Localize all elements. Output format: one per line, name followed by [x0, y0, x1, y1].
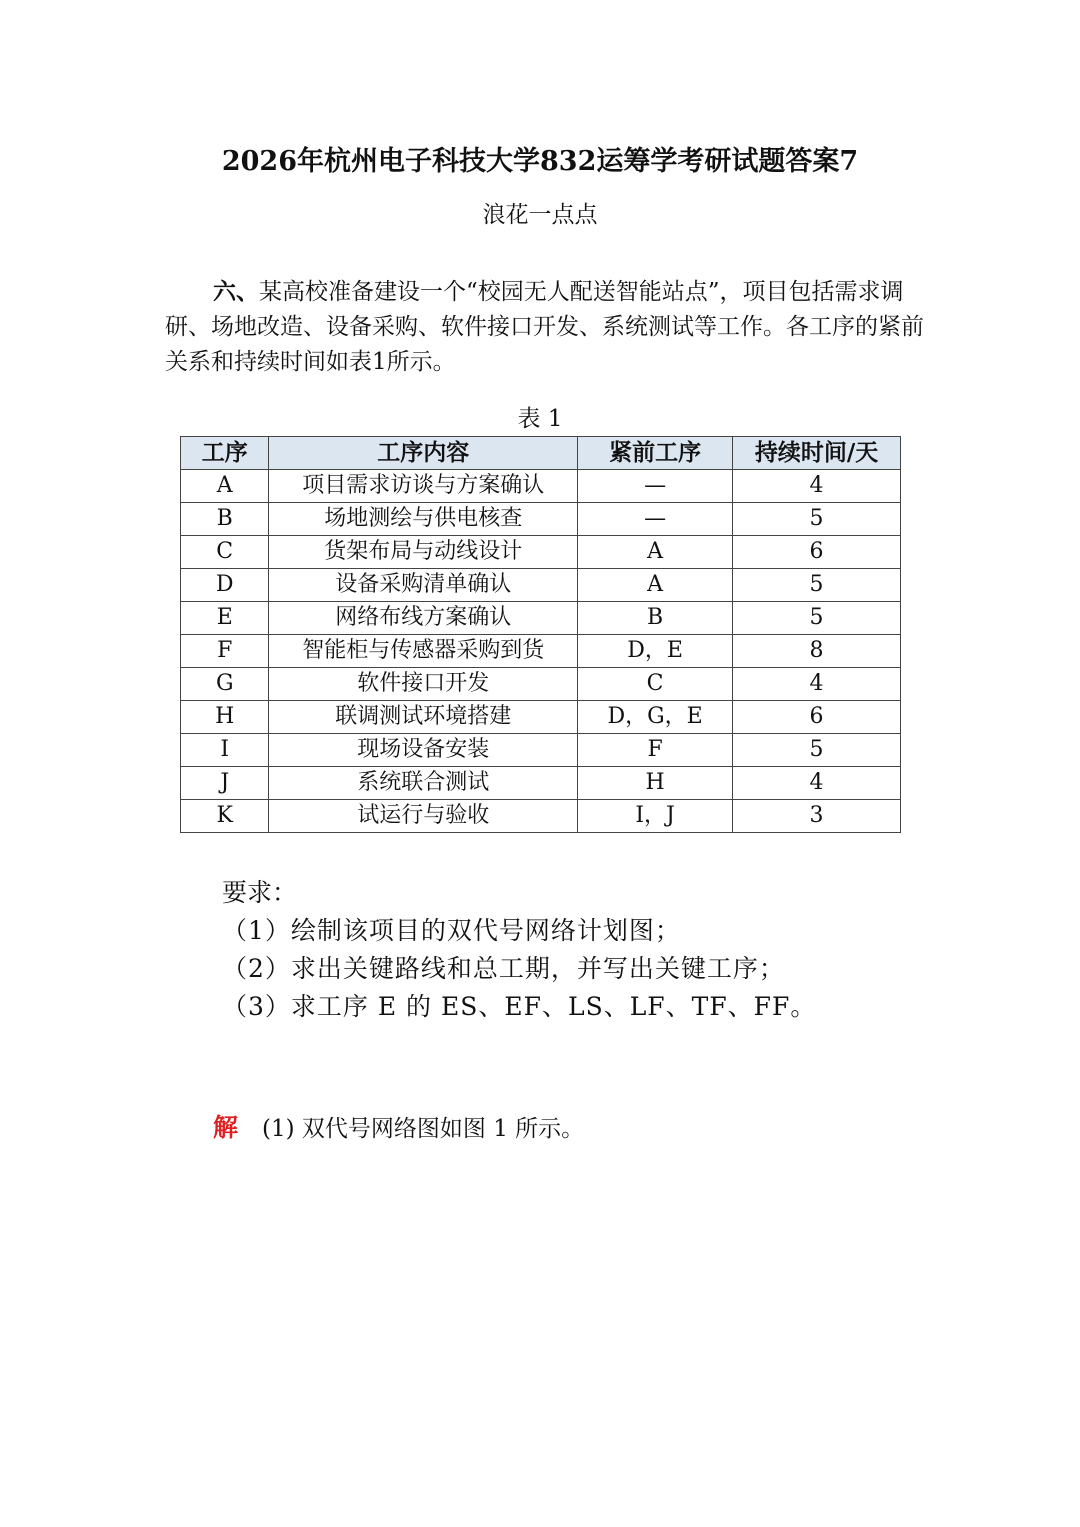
cell-content: 联调测试环境搭建 [269, 701, 578, 734]
cell-predecessors: F [578, 734, 733, 767]
requirements-title: 要求： [222, 878, 298, 907]
table-row [181, 701, 901, 734]
table-row [181, 503, 901, 536]
cell-content: 智能柜与传感器采购到货 [269, 635, 578, 668]
cell-content: 试运行与验收 [269, 800, 578, 833]
cell-predecessors: — [578, 470, 733, 503]
requirement-item-3: （3）求工序 E 的 ES、EF、LS、LF、TF、FF。 [222, 992, 817, 1021]
table-caption: 表 1 [517, 406, 563, 432]
cell-activity: H [181, 701, 269, 734]
cell-predecessors: I，J [578, 800, 733, 833]
cell-duration: 3 [733, 800, 901, 833]
cell-activity: G [181, 668, 269, 701]
table-row [181, 767, 901, 800]
cell-activity: J [181, 767, 269, 800]
cell-duration: 5 [733, 602, 901, 635]
cell-duration: 5 [733, 734, 901, 767]
cell-activity: E [181, 602, 269, 635]
requirement-item-2: （2）求出关键路线和总工期，并写出关键工序； [222, 954, 785, 983]
requirement-item-1: （1）绘制该项目的双代号网络计划图； [222, 916, 681, 945]
cell-predecessors: H [578, 767, 733, 800]
cell-activity: I [181, 734, 269, 767]
cell-activity: B [181, 503, 269, 536]
solution-line [213, 1110, 584, 1147]
table-row [181, 734, 901, 767]
cell-content: 场地测绘与供电核查 [269, 503, 578, 536]
cell-predecessors: C [578, 668, 733, 701]
cell-duration: 4 [733, 470, 901, 503]
cell-predecessors: B [578, 602, 733, 635]
activity-table [180, 436, 901, 833]
cell-content: 项目需求访谈与方案确认 [269, 470, 578, 503]
header-activity: 工序 [181, 437, 269, 470]
table-row [181, 668, 901, 701]
cell-duration: 6 [733, 536, 901, 569]
solution-label: 解 [213, 1113, 239, 1142]
cell-activity: F [181, 635, 269, 668]
cell-predecessors: A [578, 569, 733, 602]
table-row [181, 569, 901, 602]
question-text: 某高校准备建设一个“校园无人配送智能站点”，项目包括需求调研、场地改造、设备采购、软件接口开发、系统测试等工作。各工序的紧前关系和持续时间如表1所示。 [165, 279, 924, 375]
header-content: 工序内容 [269, 437, 578, 470]
solution-text: (1) 双代号网络图如图 1 所示。 [262, 1116, 585, 1142]
cell-content: 网络布线方案确认 [269, 602, 578, 635]
requirements-list [222, 912, 982, 1026]
cell-duration: 6 [733, 701, 901, 734]
requirements-section [222, 874, 982, 1026]
cell-content: 软件接口开发 [269, 668, 578, 701]
cell-content: 现场设备安装 [269, 734, 578, 767]
question-number: 六、 [213, 278, 259, 305]
cell-activity: D [181, 569, 269, 602]
table-row [181, 800, 901, 833]
cell-duration: 5 [733, 503, 901, 536]
cell-duration: 4 [733, 767, 901, 800]
header-predecessors: 紧前工序 [578, 437, 733, 470]
cell-content: 货架布局与动线设计 [269, 536, 578, 569]
cell-predecessors: A [578, 536, 733, 569]
table-body [181, 470, 901, 833]
author-name: 浪花一点点 [482, 202, 598, 228]
table-header-row [181, 437, 901, 470]
cell-duration: 8 [733, 635, 901, 668]
cell-predecessors: — [578, 503, 733, 536]
table-row [181, 470, 901, 503]
table-row [181, 602, 901, 635]
cell-content: 系统联合测试 [269, 767, 578, 800]
cell-activity: A [181, 470, 269, 503]
question-paragraph [165, 274, 925, 380]
table-row [181, 536, 901, 569]
cell-activity: K [181, 800, 269, 833]
cell-predecessors: D，G，E [578, 701, 733, 734]
cell-duration: 4 [733, 668, 901, 701]
page-title: 2026年杭州电子科技大学832运筹学考研试题答案7 [221, 146, 859, 177]
cell-content: 设备采购清单确认 [269, 569, 578, 602]
cell-predecessors: D，E [578, 635, 733, 668]
cell-duration: 5 [733, 569, 901, 602]
cell-activity: C [181, 536, 269, 569]
header-duration: 持续时间/天 [733, 437, 901, 470]
table-row [181, 635, 901, 668]
